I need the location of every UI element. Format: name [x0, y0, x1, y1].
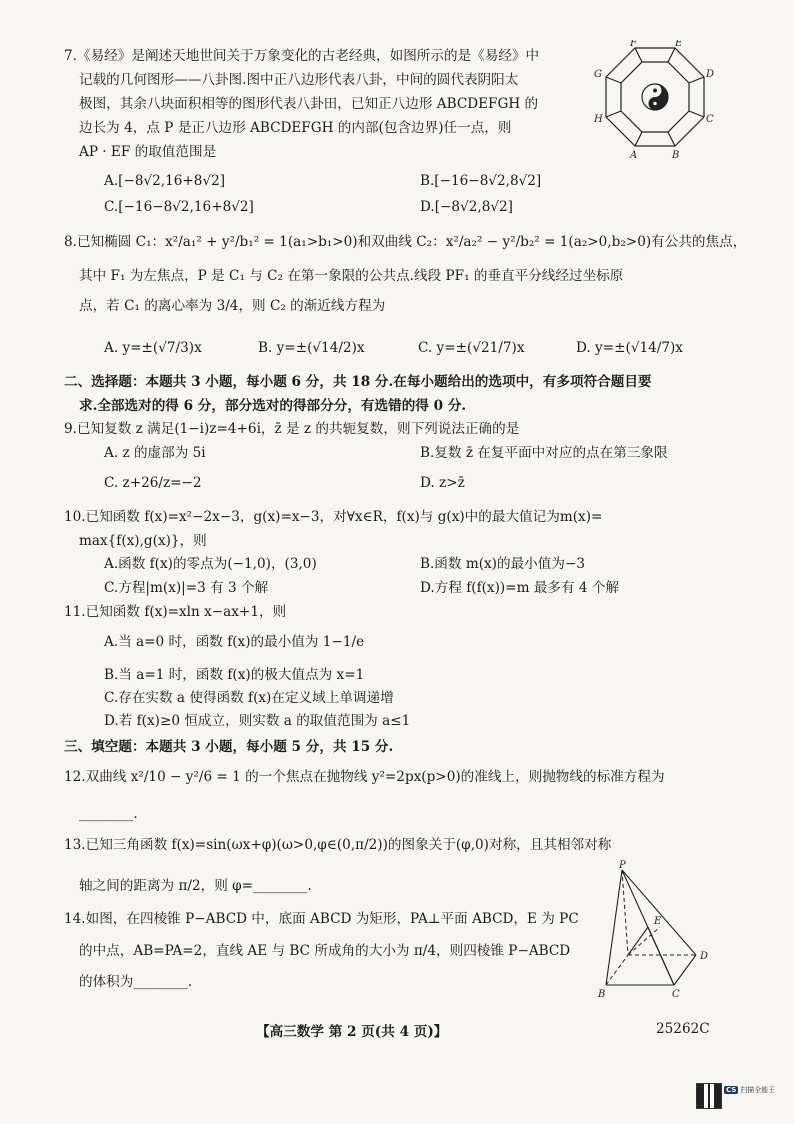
scanner-badge: CS	[726, 1086, 737, 1094]
q10-option-c: C.方程|m(x)|=3 有 3 个解	[104, 580, 269, 596]
q10-option-a: A.函数 f(x)的零点为(−1,0)，(3,0)	[104, 556, 317, 572]
q9-option-b: B.复数 z̄ 在复平面中对应的点在第三象限	[420, 445, 668, 461]
q14-line2: 的中点，AB=PA=2，直线 AE 与 BC 所成角的大小为 π/4，则四棱锥 P−ABCD	[79, 943, 571, 959]
q11-line1: 11.已知函数 f(x)=xln x−ax+1，则	[64, 604, 287, 620]
q8-line3: 点，若 C₁ 的离心率为 3/4，则 C₂ 的渐近线方程为	[79, 298, 386, 314]
q7-option-b: B.[−16−8√2,8√2]	[420, 173, 542, 189]
q7-option-d: D.[−8√2,8√2]	[420, 199, 513, 215]
pyramid-label-c: C	[672, 989, 680, 1000]
q11-option-b: B.当 a=1 时，函数 f(x)的极大值点为 x=1	[104, 667, 365, 683]
section2-heading-line1: 二、选择题：本题共 3 小题，每小题 6 分，共 18 分.在每小题给出的选项中，有多项符合题目要	[64, 374, 652, 390]
q7-line1: 7.《易经》是阐述天地世间关于万象变化的古老经典，如图所示的是《易经》中	[64, 48, 540, 64]
octagon-label-a: A	[630, 150, 638, 161]
q9-option-a: A. z 的虚部为 5i	[104, 445, 206, 461]
q14-line3: 的体积为________.	[79, 974, 193, 990]
bagua-octagon-figure	[592, 40, 718, 168]
scanner-watermark	[724, 1085, 775, 1095]
page-footer-title: 【高三数学 第 2 页(共 4 页)】	[256, 1024, 448, 1040]
q8-line2: 其中 F₁ 为左焦点，P 是 C₁ 与 C₂ 在第一象限的公共点.线段 PF₁ 的垂直平分线经过坐标原	[79, 268, 624, 284]
section3-heading: 三、填空题：本题共 3 小题，每小题 5 分，共 15 分.	[64, 739, 394, 755]
q11-option-a: A.当 a=0 时，函数 f(x)的最小值为 1−1/e	[104, 634, 365, 650]
q7-line5: AP · EF 的取值范围是	[79, 144, 217, 160]
q13-line1: 13.已知三角函数 f(x)=sin(ωx+φ)(ω>0,φ∈(0,π/2))的图象关于(φ,0)对称，且其相邻对称	[64, 837, 612, 853]
q10-option-b: B.函数 m(x)的最小值为−3	[420, 556, 585, 572]
octagon-label-e: E	[675, 40, 683, 49]
q10-option-d: D.方程 f(f(x))=m 最多有 4 个解	[420, 580, 620, 596]
octagon-label-f: F	[630, 40, 637, 49]
octagon-label-g: G	[594, 69, 602, 80]
octagon-label-c: C	[706, 114, 714, 125]
q9-line1: 9.已知复数 z 满足(1−i)z=4+6i，z̄ 是 z 的共轭复数，则下列说法正确的是	[64, 421, 520, 437]
pyramid-figure	[592, 860, 722, 1000]
scanner-text: 扫描全能王	[740, 1086, 776, 1094]
q8-option-a: A. y=±(√7/3)x	[104, 340, 202, 356]
pyramid-label-b: B	[598, 989, 606, 1000]
q11-option-d: D.若 f(x)≥0 恒成立，则实数 a 的取值范围为 a≤1	[104, 713, 411, 729]
q10-line1: 10.已知函数 f(x)=x²−2x−3，g(x)=x−3，对∀x∈R，f(x)与 g(x)中的最大值记为m(x)=	[64, 509, 603, 525]
q7-line2: 记载的几何图形——八卦图.图中正八边形代表八卦，中间的圆代表阴阳太	[79, 72, 519, 88]
octagon-label-b: B	[672, 150, 680, 161]
q7-option-c: C.[−16−8√2,16+8√2]	[104, 199, 254, 215]
q13-line2: 轴之间的距离为 π/2，则 φ=________.	[79, 878, 312, 894]
qr-code-icon	[696, 1083, 722, 1109]
q14-line1: 14.如图，在四棱锥 P−ABCD 中，底面 ABCD 为矩形，PA⊥平面 ABCD，E 为 PC	[64, 911, 579, 927]
q8-option-b: B. y=±(√14/2)x	[258, 340, 365, 356]
paper-code: 25262C	[656, 1021, 710, 1037]
section2-heading-line2: 求.全部选对的得 6 分，部分选对的得部分分，有选错的得 0 分.	[79, 398, 467, 414]
octagon-label-h: H	[594, 114, 603, 125]
q12-line2: ________.	[79, 806, 138, 822]
q9-option-c: C. z+26/z=−2	[104, 475, 202, 491]
q8-option-d: D. y=±(√14/7)x	[576, 340, 683, 356]
q8-option-c: C. y=±(√21/7)x	[418, 340, 525, 356]
pyramid-label-e: E	[654, 916, 662, 927]
pyramid-label-d: D	[700, 951, 709, 962]
octagon-label-d: D	[706, 69, 715, 80]
q12-line1: 12.双曲线 x²/10 − y²/6 = 1 的一个焦点在抛物线 y²=2px(p>0)的准线上，则抛物线的标准方程为	[64, 769, 665, 785]
q9-option-d: D. z>z̄	[420, 475, 465, 491]
pyramid-label-p: P	[619, 860, 626, 871]
q7-line4: 边长为 4，点 P 是正八边形 ABCDEFGH 的内部(包含边界)任一点，则	[79, 120, 512, 136]
q8-line1: 8.已知椭圆 C₁：x²/a₁² + y²/b₁² = 1(a₁>b₁>0)和双曲线 C₂：x²/a₂² − y²/b₂² = 1(a₂>0,b₂>0)有公共的焦点，	[64, 234, 747, 250]
q7-line3: 极图，其余八块面积相等的图形代表八卦田，已知正八边形 ABCDEFGH 的	[79, 96, 539, 112]
q7-option-a: A.[−8√2,16+8√2]	[104, 173, 226, 189]
q10-line2: max{f(x),g(x)}，则	[79, 533, 207, 549]
q11-option-c: C.存在实数 a 使得函数 f(x)在定义域上单调递增	[104, 690, 394, 706]
